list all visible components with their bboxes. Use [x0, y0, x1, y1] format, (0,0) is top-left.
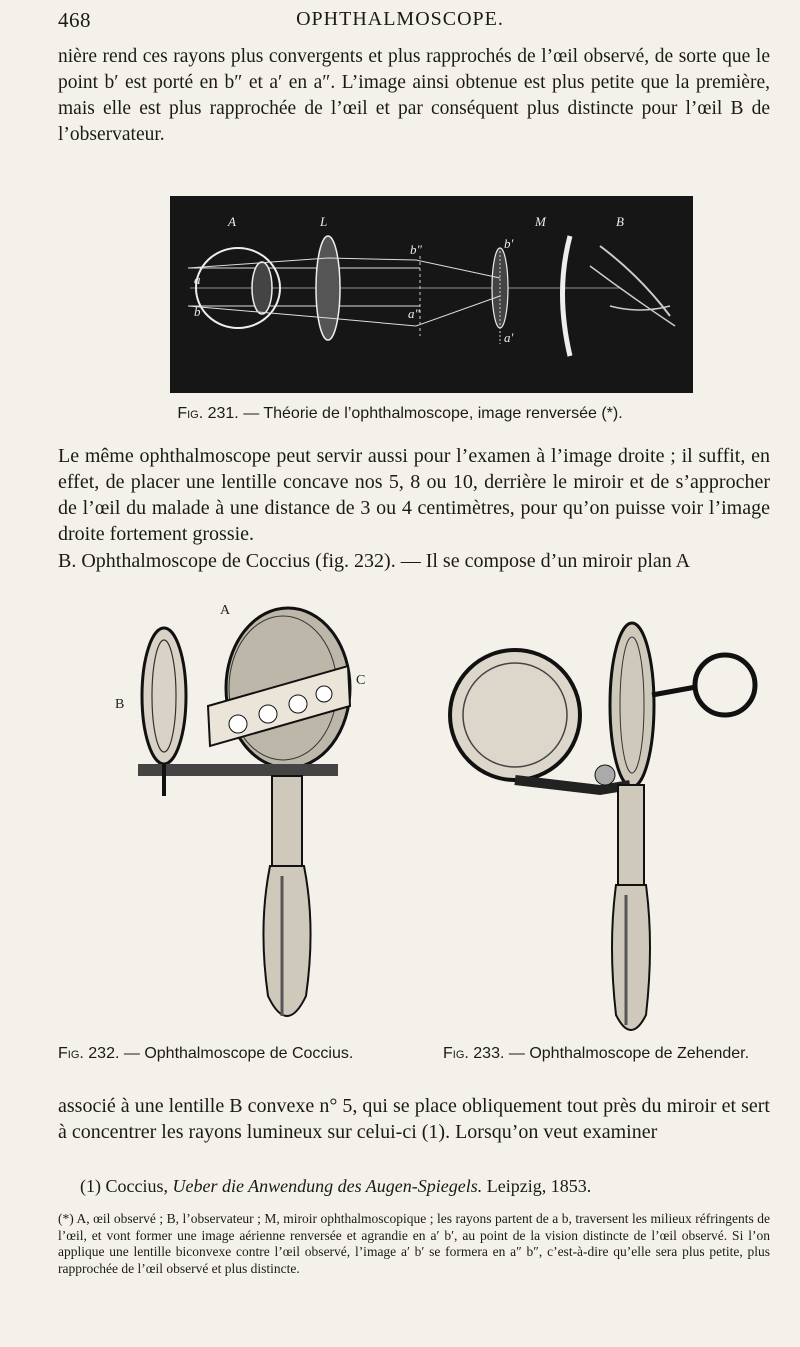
fig231-label-A: A [228, 214, 236, 229]
fig231-label-a: a [194, 272, 201, 287]
running-title: OPHTHALMOSCOPE. [296, 8, 504, 30]
footnote-1-rest: Leipzig, 1853. [486, 1176, 592, 1196]
fig231-label-b-prime: b′ [504, 236, 514, 251]
figure-232-caption-text: — Ophthalmoscope de Coccius. [123, 1045, 354, 1062]
footnote-1 [80, 1176, 770, 1197]
figure-232-caption-prefix: Fig. 232. [58, 1045, 120, 1062]
figure-233-caption-text: — Ophthalmoscope de Zehender. [508, 1045, 750, 1062]
fig231-label-M: M [535, 214, 546, 229]
figure-232-illustration [115, 596, 368, 1041]
fig232-label-C: C [356, 673, 366, 688]
footnote-1-title: Ueber die Anwendung des Augen-Spiegels. [172, 1176, 483, 1196]
figure-231-diagram [170, 196, 693, 393]
page-number: 468 [58, 8, 91, 32]
fig231-label-b: b [194, 304, 201, 319]
paragraph-2: Le même ophthalmoscope peut servir aussi pour l’examen à l’image droite ; il suffit, en effet, de placer une lentille concave nos 5, 8 ou 10, derrière le miroir et de s’approcher de l’œil du malade à une distance de 3 ou 4 centimètres, pour qu’on puisse voir l’image droite fortement grossie. [58, 445, 770, 545]
figure-231-caption [0, 405, 800, 423]
figure-231-caption-text: — Théorie de l’ophthalmoscope, image renversée (*). [243, 405, 623, 422]
footnote-1-marker: (1) [80, 1176, 101, 1196]
figure-233-illustration [440, 615, 760, 1045]
fig231-label-L: L [320, 214, 328, 229]
footnote-1-author: Coccius, [105, 1176, 168, 1196]
paragraph-4: associé à une lentille B convexe n° 5, qui se place obliquement tout près du miroir et sert à concentrer les rayons lumineux sur celui-ci (1). Lorsqu’on veut examiner [58, 1095, 770, 1143]
fig232-label-A: A [220, 603, 231, 618]
fig231-label-b-dprime: b″ [410, 242, 422, 257]
fig231-label-a-prime: a′ [504, 330, 514, 345]
figure-233-caption-prefix: Fig. 233. [443, 1045, 505, 1062]
fig232-label-B: B [115, 697, 125, 712]
figure-233-caption [443, 1045, 749, 1063]
figure-231-caption-prefix: Fig. 231. [177, 405, 239, 422]
footnote-star: (*) A, œil observé ; B, l’observateur ; M, miroir ophthalmoscopique ; les rayons partent de a b, traversent les milieux réfringents de l’œil, et vont former une image aérienne renversée et agrandie en a′ b′, au point de la vision distincte de l’œil observé. Si l’on applique une lentille biconvexe contre l’œil observé, l’image a′ b′ se formera en a″ b″, c’est-à-dire qu’elle sera plus petite, plus rapprochée de l’œil observé et plus distincte. [58, 1211, 770, 1276]
paragraph-3: B. Ophthalmoscope de Coccius (fig. 232). — Il se compose d’un miroir plan A [58, 550, 691, 572]
fig231-label-B: B [616, 214, 624, 229]
paragraph-1: nière rend ces rayons plus convergents et plus rapprochés de l’œil observé, de sorte que le point b′ est porté en b″ et a′ en a″. L’image ainsi obtenue est plus petite que la première, mais elle est plus rapprochée de l’œil et par conséquent plus distincte pour l’œil B de l’observateur. [58, 46, 770, 145]
figure-232-caption [58, 1045, 353, 1063]
fig231-label-a-dprime: a″ [408, 306, 420, 321]
